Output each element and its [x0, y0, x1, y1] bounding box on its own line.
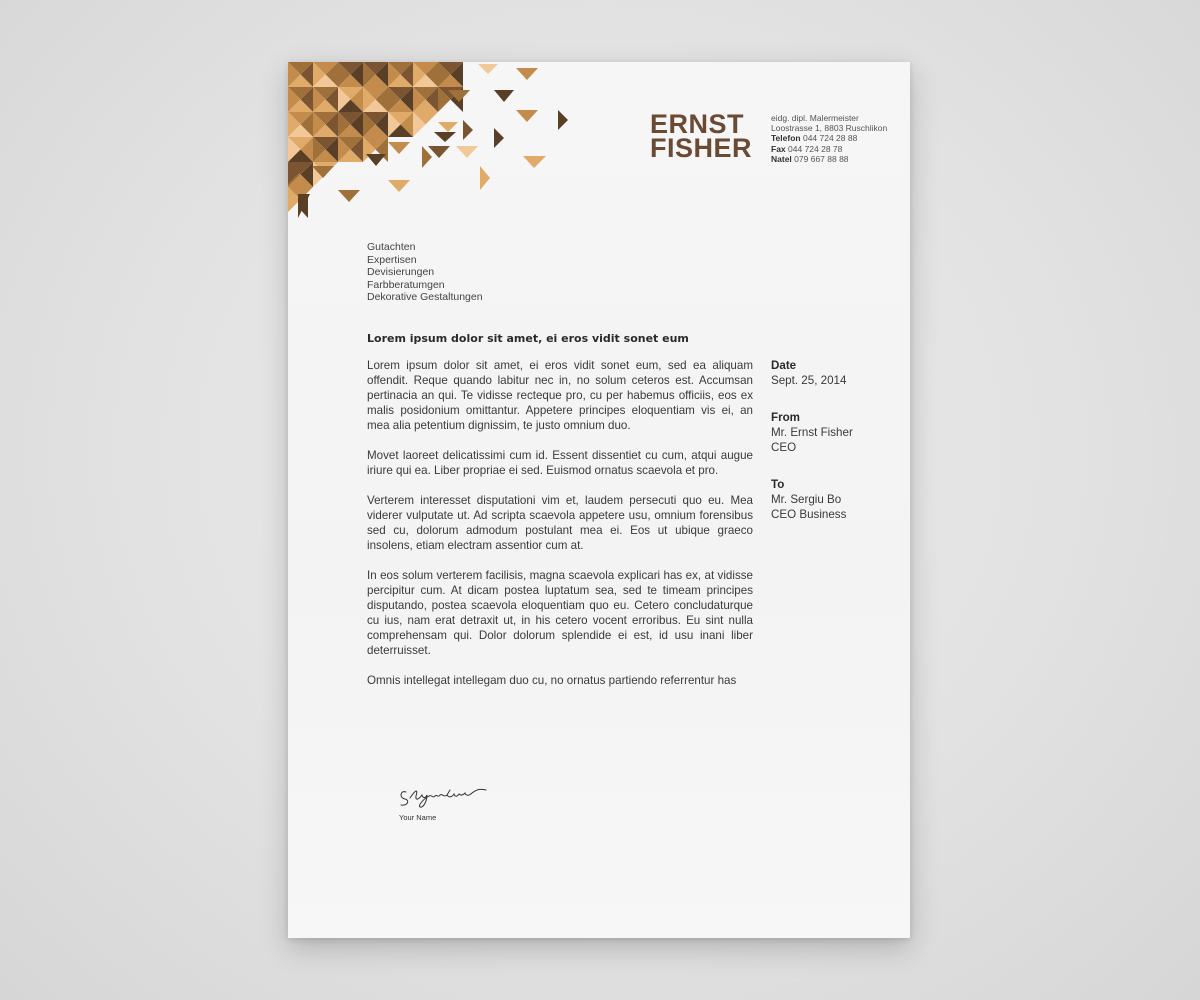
pattern-triangle	[388, 142, 410, 154]
letter-meta	[771, 358, 901, 544]
to-title: CEO Business	[771, 508, 847, 521]
contact-title: eidg. dipl. Malermeister	[771, 113, 859, 123]
pattern-triangle	[478, 64, 498, 74]
from-label: From	[771, 411, 800, 424]
service-item: Devisierungen	[367, 266, 435, 279]
date-label: Date	[771, 359, 797, 372]
letter-subject: Lorem ipsum dolor sit amet, ei eros vidit sonet eum	[367, 332, 689, 345]
pattern-triangle	[388, 180, 410, 192]
pattern-triangle	[434, 132, 456, 142]
body-paragraph: In eos solum verterem facilisis, magna scaevola explicari has ex, at vidisse percipitur cum. At dicam postea luptatum sea, sed te timeam principes disputando, postea scaevola eloquentiam quo eu. Cetero concludaturque cu ius, nam erat detraxit ut, in his cetero vocent erroribus. Eu sint nulla comprehensam qui. Dolor dolorum splendide ei est, id usu inani liber deterruisset.	[367, 569, 753, 657]
service-item: Expertisen	[367, 253, 417, 266]
meta-from	[771, 410, 901, 455]
service-item: Gutachten	[367, 241, 416, 253]
body-paragraph: Verterem interesset disputationi vim et, laudem persecuti quo eu. Mea viderer vulputate ut. Ad scripta scaevola appetere usu, omnium forensibus sed cu, dolorum admodum postulant mea ei. Eos ut ubique graeco insolens, etiam electram assentior cum at.	[367, 494, 753, 552]
pattern-triangle	[494, 90, 514, 102]
service-item: Farbberatumgen	[367, 278, 445, 291]
signature-script	[396, 784, 492, 810]
date-value: Sept. 25, 2014	[771, 374, 847, 387]
signature-name: Your Name	[399, 813, 437, 822]
pattern-triangle	[422, 146, 432, 168]
brand-logo	[650, 109, 760, 163]
from-name: Mr. Ernst Fisher	[771, 426, 853, 439]
contact-mobile: Natel 079 667 88 88	[771, 153, 849, 164]
body-paragraph: Lorem ipsum dolor sit amet, ei eros vidit sonet eum, sed ea aliquam offendit. Reque quando labitur nec in, no solum ceteros est. Accumsan pertinacia an qui. Te vidisse recteque pro, cu per habemus officiis, eos ex malis posidonium omittantur. Appetere principes eloquentiam vis ei, an mea alia petentium dignissim, te justo omnium duo.	[367, 359, 753, 432]
meta-to	[771, 477, 901, 522]
pattern-triangle	[428, 146, 450, 158]
to-label: To	[771, 478, 785, 491]
pattern-triangle	[366, 154, 386, 166]
pattern-triangle	[523, 156, 546, 168]
body-paragraph: Movet laoreet delicatissimi cum id. Essent dissentiet cu cum, atqui augue iriure qui ea. Liber propriae ei sed. Euismod ornatus scaevola et pro.	[367, 449, 753, 477]
pattern-triangle	[463, 120, 473, 140]
contact-phone: Telefon 044 724 28 88	[771, 133, 858, 144]
pattern-triangle	[480, 166, 490, 190]
letterhead-sheet	[288, 62, 910, 938]
brand-line-2: FISHER	[650, 133, 753, 163]
pattern-triangle	[456, 146, 478, 158]
brand-line-1: ERNST	[650, 109, 745, 139]
pattern-triangle	[558, 110, 568, 130]
pattern-triangle	[494, 128, 504, 148]
body-paragraph: Omnis intellegat intellegam duo cu, no ornatus partiendo referrentur has	[367, 674, 737, 687]
services-list	[367, 241, 483, 304]
contact-fax: Fax 044 724 28 78	[771, 143, 843, 154]
service-item: Dekorative Gestaltungen	[367, 291, 483, 304]
pattern-triangle	[338, 190, 360, 202]
pattern-triangle	[438, 122, 458, 132]
pattern-triangle	[516, 68, 538, 80]
pattern-triangle	[516, 110, 538, 122]
meta-date	[771, 358, 901, 388]
letter-body	[367, 358, 753, 703]
to-name: Mr. Sergiu Bo	[771, 493, 842, 506]
contact-block	[771, 113, 906, 164]
from-title: CEO	[771, 441, 797, 454]
contact-address: Loostrasse 1, 8803 Ruschlikon	[771, 123, 888, 134]
geometric-triangle-pattern	[288, 62, 578, 232]
